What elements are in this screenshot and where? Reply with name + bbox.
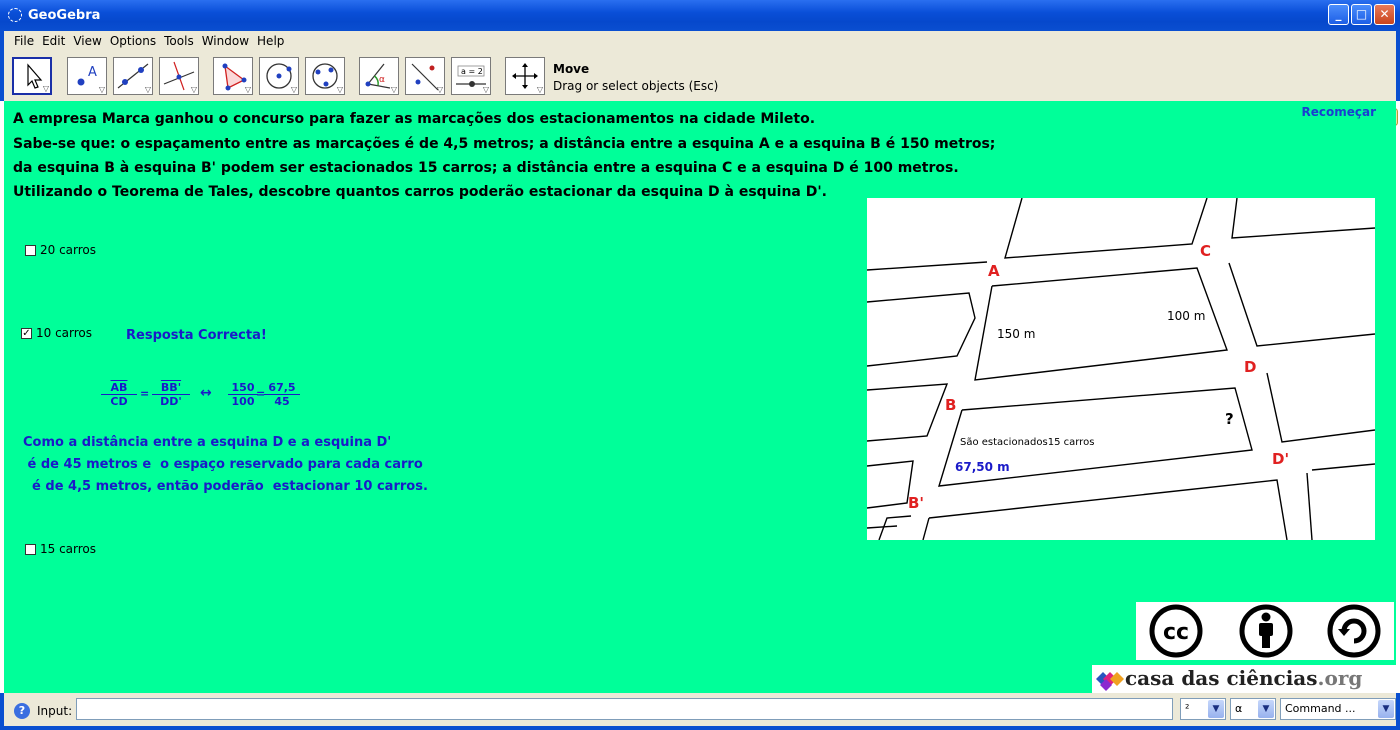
close-button[interactable]: ✕ <box>1374 4 1395 25</box>
graphics-view[interactable] <box>4 101 1396 693</box>
polygon-tool-button[interactable]: ▽ <box>213 57 253 95</box>
checkbox-checked[interactable]: ✓ <box>22 327 31 339</box>
chevron-down-icon[interactable]: ▼ <box>1258 700 1274 718</box>
distance-ab-label: 150 m <box>997 327 1036 341</box>
slider-tool-button[interactable]: a = 2 ▽ <box>451 57 491 95</box>
maximize-button[interactable]: □ <box>1351 4 1372 25</box>
minimize-button[interactable]: _ <box>1328 4 1349 25</box>
casa-das-ciencias-logo <box>1092 665 1396 693</box>
menu-edit[interactable]: Edit <box>42 34 66 48</box>
explanation-line-1: Como a distância entre a esquina D e a esquina D' <box>23 435 392 450</box>
thales-formula <box>96 379 306 419</box>
feedback-correct: Resposta Correcta! <box>126 328 267 343</box>
segment-cd: CD <box>110 395 128 408</box>
menu-window[interactable]: Window <box>201 34 250 48</box>
tool-help-subtitle: Drag or select objects (Esc) <box>553 79 719 93</box>
share-alike-icon <box>1330 607 1378 655</box>
question-line-1: A empresa Marca ganhou o concurso para fazer as marcações dos estacionamentos na cidade Mileto. <box>13 111 816 127</box>
toolbar <box>0 51 1400 101</box>
equivalence-arrow: ↔ <box>200 385 212 401</box>
equals-sign: = <box>140 387 150 400</box>
option-label: 20 carros <box>40 243 97 257</box>
cc-icon <box>1152 607 1200 655</box>
menu-bar <box>0 31 1400 51</box>
checkbox[interactable] <box>25 544 36 555</box>
corner-b-label: B <box>945 396 957 414</box>
fraction-ab-cd <box>101 381 137 408</box>
creative-commons-license-badge <box>1136 602 1394 660</box>
title-bar <box>0 0 1400 31</box>
perpendicular-line-tool-button[interactable]: ▽ <box>159 57 199 95</box>
corner-c-label: C <box>1200 242 1212 260</box>
distance-cd-label: 100 m <box>1167 309 1206 323</box>
conic-tool-button[interactable]: ▽ <box>305 57 345 95</box>
question-line-3: da esquina B à esquina B' podem ser estacionados 15 carros; a distância entre a esquina C e a esquina D é 100 metros. <box>13 160 959 176</box>
segment-dd: DD' <box>160 395 182 408</box>
question-line-4: Utilizando o Teorema de Tales, descobre quantos carros poderão estacionar da esquina D à esquina D'. <box>13 184 827 200</box>
corner-b-prime-label: B' <box>908 494 925 512</box>
explanation-line-3: é de 4,5 metros, então poderão estacionar 10 carros. <box>23 479 428 494</box>
casa-das-ciencias-cubes-icon <box>1092 665 1124 693</box>
svg-text:cc: cc <box>1162 620 1190 645</box>
parked-cars-label: São estacionados15 carros <box>960 437 1095 448</box>
svg-text:A: A <box>88 65 97 80</box>
input-bar <box>0 693 1400 730</box>
line-tool-button[interactable]: ▽ <box>113 57 153 95</box>
command-combo[interactable] <box>1280 698 1396 720</box>
angle-tool-button[interactable]: α ▽ <box>359 57 399 95</box>
input-help-icon[interactable]: ? <box>14 703 30 719</box>
corner-d-label: D <box>1244 358 1257 376</box>
segment-bb: BB' <box>160 381 182 394</box>
unknown-question-mark: ? <box>1225 410 1234 428</box>
window-title: GeoGebra <box>28 8 101 23</box>
menu-file[interactable]: File <box>14 34 35 48</box>
checkbox[interactable] <box>25 245 36 256</box>
menu-view[interactable]: View <box>73 34 102 48</box>
option-label: 10 carros <box>36 326 93 340</box>
fraction-bb-dd <box>152 381 190 408</box>
attribution-person-icon <box>1242 607 1290 655</box>
tool-help-title: Move <box>553 62 590 76</box>
menu-tools[interactable]: Tools <box>164 34 194 48</box>
geogebra-logo-icon <box>8 8 22 22</box>
segment-ab: $\overline{AB}$ <box>110 381 128 394</box>
equals-sign: = <box>256 387 266 400</box>
option-15-carros[interactable] <box>25 542 96 556</box>
option-20-carros[interactable] <box>25 243 96 257</box>
corner-a-label: A <box>988 262 1000 280</box>
casa-das-ciencias-wordmark <box>1125 666 1362 690</box>
chevron-down-icon[interactable]: ▼ <box>1378 700 1394 718</box>
point-tool-button[interactable]: A ▽ <box>67 57 107 95</box>
command-combo-value: Command ... <box>1285 702 1356 715</box>
svg-text:α: α <box>379 75 385 85</box>
move-view-tool-button[interactable]: ▽ <box>505 57 545 95</box>
explanation-line-2: é de 45 metros e o espaço reservado para cada carro <box>23 457 423 472</box>
fraction-67-45: $\frac{67,5}{45}$ <box>264 381 300 408</box>
input-field[interactable] <box>76 698 1173 720</box>
menu-help[interactable]: Help <box>257 34 285 48</box>
symbol-combo[interactable] <box>1180 698 1226 720</box>
option-10-carros[interactable] <box>21 326 92 340</box>
symbol-combo-value: ² <box>1185 702 1190 715</box>
move-tool-button[interactable]: ▽ <box>12 57 52 95</box>
reflect-tool-button[interactable]: ▽ <box>405 57 445 95</box>
input-label: Input: <box>37 704 73 718</box>
casa-das-ciencias-text: casa das ciências <box>1125 666 1318 690</box>
svg-text:a = 2: a = 2 <box>461 67 483 76</box>
greek-combo[interactable] <box>1230 698 1276 720</box>
casa-das-ciencias-suffix: .org <box>1317 666 1363 690</box>
segment-bb-length-label: 67,50 m <box>955 460 1010 474</box>
circle-tool-button[interactable]: ▽ <box>259 57 299 95</box>
option-label: 15 carros <box>40 542 97 556</box>
chevron-down-icon[interactable]: ▼ <box>1208 700 1224 718</box>
street-map-image <box>867 198 1375 540</box>
fraction-150-100: $\frac{150}{100}$ <box>228 381 258 408</box>
corner-d-prime-label: D' <box>1272 450 1290 468</box>
restart-button[interactable]: Recomeçar <box>1301 105 1376 119</box>
question-line-2: Sabe-se que: o espaçamento entre as marcações é de 4,5 metros; a distância entre a esquina A e a esquina B é 150 metros; <box>13 136 996 152</box>
greek-combo-value: α <box>1235 702 1243 715</box>
menu-options[interactable]: Options <box>109 34 157 48</box>
